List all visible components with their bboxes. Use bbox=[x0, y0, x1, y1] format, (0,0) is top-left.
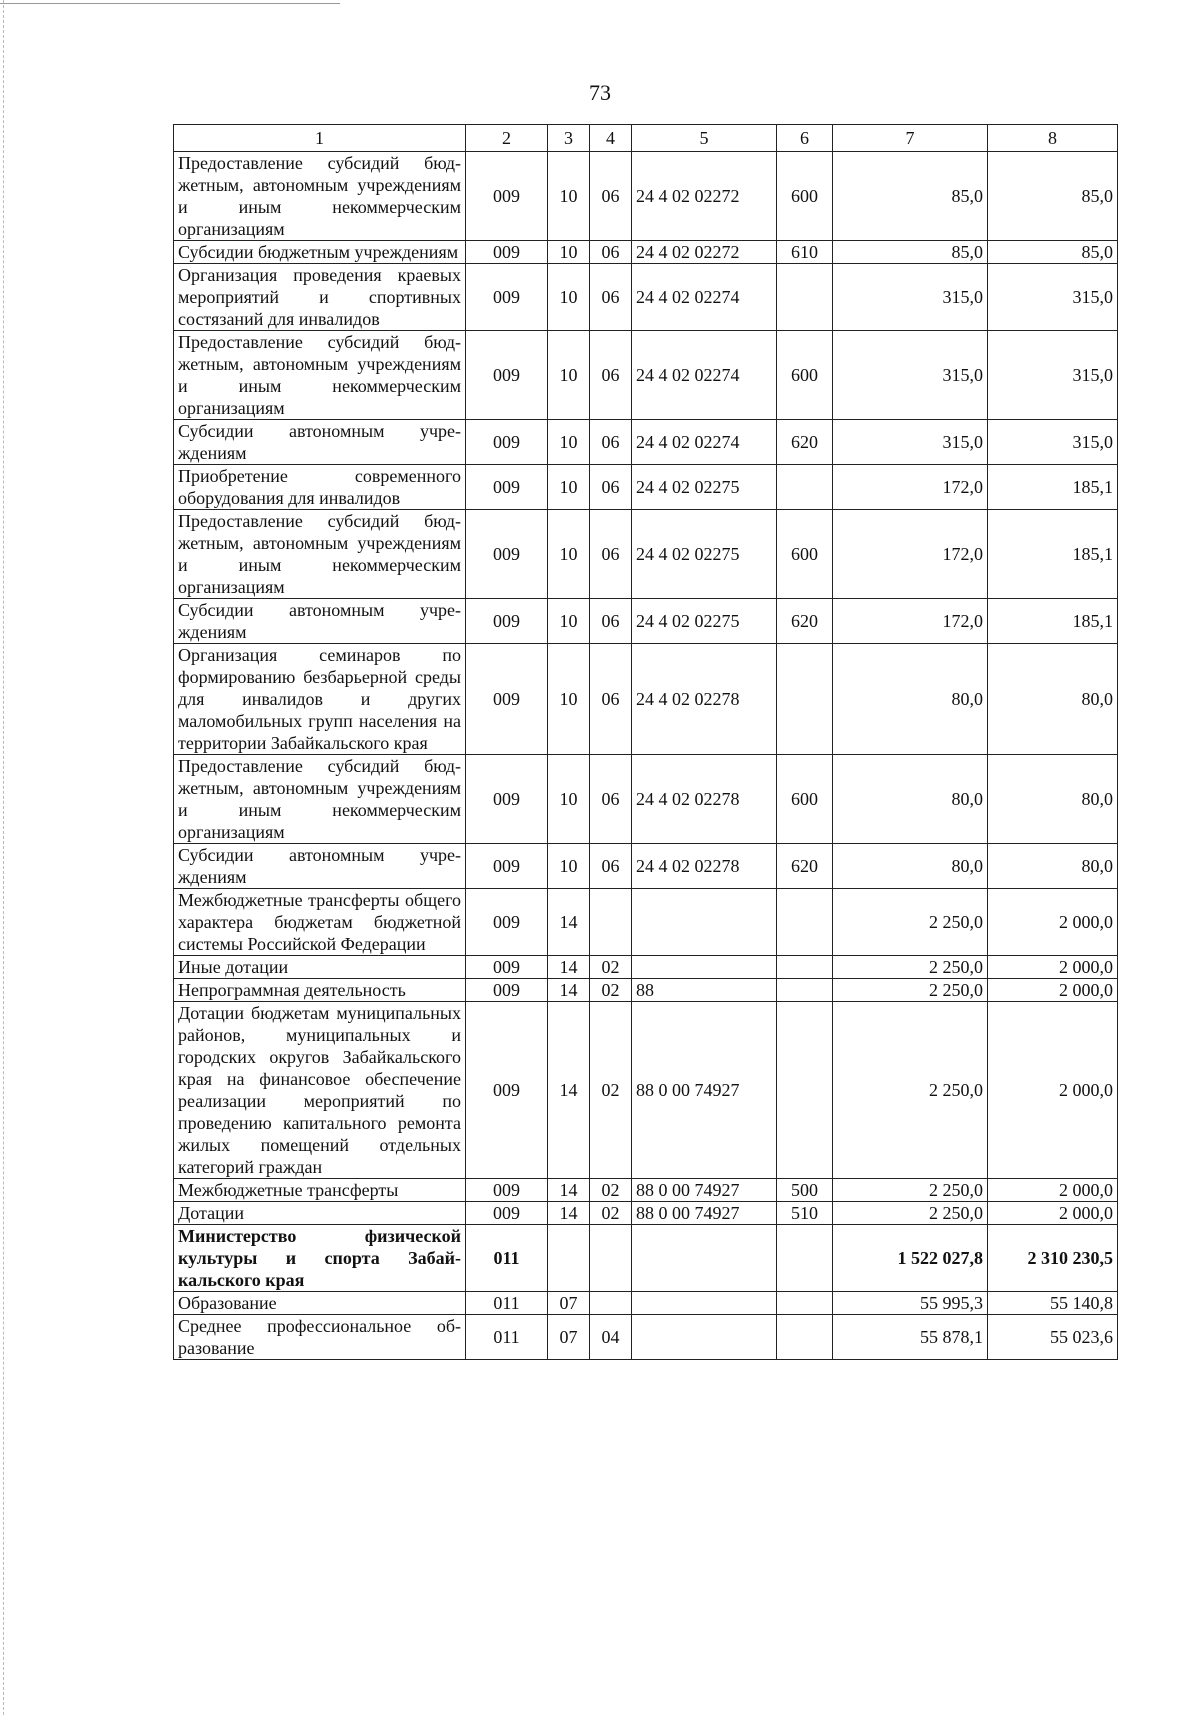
amount-col8-cell: 2 000,0 bbox=[988, 1202, 1118, 1225]
amount-col8-cell: 315,0 bbox=[988, 331, 1118, 420]
page-number: 73 bbox=[589, 80, 611, 105]
target-article-cell bbox=[632, 1225, 777, 1292]
section-cell: 14 bbox=[548, 979, 590, 1002]
subsection-cell: 02 bbox=[590, 979, 632, 1002]
amount-col7-cell: 85,0 bbox=[833, 152, 988, 241]
header-cell: 5 bbox=[632, 125, 777, 152]
table-row bbox=[174, 644, 1118, 755]
amount-col8-cell: 2 000,0 bbox=[988, 889, 1118, 956]
section-cell: 10 bbox=[548, 465, 590, 510]
row-name-cell: Предоставление субсидий бюджетным, автономным учреждениям и иным некоммерческим организациям bbox=[174, 755, 466, 844]
amount-col7-cell: 315,0 bbox=[833, 331, 988, 420]
table-row bbox=[174, 1315, 1118, 1360]
ministry-code-cell: 009 bbox=[466, 844, 548, 889]
amount-col8-cell: 80,0 bbox=[988, 755, 1118, 844]
table-row bbox=[174, 264, 1118, 331]
amount-col8-cell: 55 023,6 bbox=[988, 1315, 1118, 1360]
expense-type-cell: 600 bbox=[777, 755, 833, 844]
section-cell: 10 bbox=[548, 844, 590, 889]
amount-col8-cell: 2 000,0 bbox=[988, 1002, 1118, 1179]
expense-type-cell: 600 bbox=[777, 510, 833, 599]
expense-type-cell: 620 bbox=[777, 844, 833, 889]
section-cell: 14 bbox=[548, 1179, 590, 1202]
subsection-cell: 06 bbox=[590, 241, 632, 264]
header-row bbox=[174, 125, 1118, 152]
ministry-code-cell: 009 bbox=[466, 510, 548, 599]
amount-col7-cell: 1 522 027,8 bbox=[833, 1225, 988, 1292]
section-cell: 14 bbox=[548, 956, 590, 979]
section-cell: 10 bbox=[548, 599, 590, 644]
section-cell: 14 bbox=[548, 1002, 590, 1179]
row-name-cell: Приобретение современного оборудования для инвалидов bbox=[174, 465, 466, 510]
table-row bbox=[174, 510, 1118, 599]
ministry-code-cell: 009 bbox=[466, 264, 548, 331]
amount-col7-cell: 2 250,0 bbox=[833, 889, 988, 956]
expense-type-cell bbox=[777, 264, 833, 331]
table-row bbox=[174, 1002, 1118, 1179]
target-article-cell bbox=[632, 1315, 777, 1360]
subsection-cell: 02 bbox=[590, 1202, 632, 1225]
table-row bbox=[174, 1202, 1118, 1225]
row-name-cell: Образование bbox=[174, 1292, 466, 1315]
table-row bbox=[174, 956, 1118, 979]
subsection-cell: 06 bbox=[590, 465, 632, 510]
subsection-cell: 02 bbox=[590, 1002, 632, 1179]
ministry-code-cell: 009 bbox=[466, 599, 548, 644]
row-name-cell: Министерство физической культуры и спорта Забайкальского края bbox=[174, 1225, 466, 1292]
amount-col8-cell: 315,0 bbox=[988, 264, 1118, 331]
section-cell: 14 bbox=[548, 1202, 590, 1225]
target-article-cell: 24 4 02 02278 bbox=[632, 844, 777, 889]
subsection-cell: 02 bbox=[590, 1179, 632, 1202]
target-article-cell: 24 4 02 02278 bbox=[632, 644, 777, 755]
row-name-cell: Межбюджетные трансферты общего характера бюджетам бюджетной системы Российской Федерации bbox=[174, 889, 466, 956]
ministry-code-cell: 009 bbox=[466, 465, 548, 510]
subsection-cell: 06 bbox=[590, 844, 632, 889]
ministry-code-cell: 009 bbox=[466, 420, 548, 465]
section-cell: 10 bbox=[548, 510, 590, 599]
section-cell: 10 bbox=[548, 420, 590, 465]
table-row bbox=[174, 1179, 1118, 1202]
amount-col7-cell: 2 250,0 bbox=[833, 956, 988, 979]
target-article-cell: 24 4 02 02278 bbox=[632, 755, 777, 844]
section-cell: 10 bbox=[548, 264, 590, 331]
table-row bbox=[174, 152, 1118, 241]
amount-col8-cell: 55 140,8 bbox=[988, 1292, 1118, 1315]
subsection-cell: 06 bbox=[590, 510, 632, 599]
amount-col8-cell: 85,0 bbox=[988, 241, 1118, 264]
ministry-code-cell: 009 bbox=[466, 755, 548, 844]
amount-col8-cell: 2 000,0 bbox=[988, 1179, 1118, 1202]
row-name-cell: Предоставление субсидий бюджетным, автономным учреждениям и иным некоммерческим организациям bbox=[174, 510, 466, 599]
target-article-cell: 24 4 02 02274 bbox=[632, 420, 777, 465]
amount-col7-cell: 85,0 bbox=[833, 241, 988, 264]
table-row bbox=[174, 420, 1118, 465]
row-name-cell: Субсидии автономным учреждениям bbox=[174, 599, 466, 644]
expense-type-cell: 620 bbox=[777, 420, 833, 465]
scan-edge-top bbox=[0, 3, 340, 5]
table-row bbox=[174, 465, 1118, 510]
target-article-cell bbox=[632, 1292, 777, 1315]
section-cell: 10 bbox=[548, 755, 590, 844]
subsection-cell: 06 bbox=[590, 644, 632, 755]
section-cell: 10 bbox=[548, 152, 590, 241]
amount-col7-cell: 55 995,3 bbox=[833, 1292, 988, 1315]
table-row bbox=[174, 599, 1118, 644]
row-name-cell: Дотации bbox=[174, 1202, 466, 1225]
row-name-cell: Субсидии бюджетным учреждениям bbox=[174, 241, 466, 264]
scan-edge-left bbox=[3, 0, 5, 1715]
header-cell: 4 bbox=[590, 125, 632, 152]
amount-col7-cell: 2 250,0 bbox=[833, 1179, 988, 1202]
section-cell: 10 bbox=[548, 644, 590, 755]
subsection-cell bbox=[590, 1292, 632, 1315]
subsection-cell: 06 bbox=[590, 152, 632, 241]
subsection-cell: 06 bbox=[590, 420, 632, 465]
table-body bbox=[174, 152, 1118, 1360]
section-cell: 14 bbox=[548, 889, 590, 956]
expense-type-cell: 600 bbox=[777, 331, 833, 420]
expense-type-cell bbox=[777, 956, 833, 979]
ministry-code-cell: 011 bbox=[466, 1225, 548, 1292]
ministry-code-cell: 009 bbox=[466, 331, 548, 420]
target-article-cell: 24 4 02 02275 bbox=[632, 465, 777, 510]
target-article-cell: 88 0 00 74927 bbox=[632, 1179, 777, 1202]
section-cell: 07 bbox=[548, 1292, 590, 1315]
expense-type-cell bbox=[777, 1225, 833, 1292]
subsection-cell: 06 bbox=[590, 599, 632, 644]
amount-col7-cell: 2 250,0 bbox=[833, 1202, 988, 1225]
expense-type-cell bbox=[777, 644, 833, 755]
row-name-cell: Среднее профессиональное образование bbox=[174, 1315, 466, 1360]
table-row bbox=[174, 889, 1118, 956]
target-article-cell: 88 bbox=[632, 979, 777, 1002]
row-name-cell: Межбюджетные трансферты bbox=[174, 1179, 466, 1202]
target-article-cell: 24 4 02 02272 bbox=[632, 152, 777, 241]
subsection-cell: 06 bbox=[590, 264, 632, 331]
amount-col7-cell: 315,0 bbox=[833, 420, 988, 465]
ministry-code-cell: 011 bbox=[466, 1315, 548, 1360]
subsection-cell bbox=[590, 1225, 632, 1292]
expense-type-cell bbox=[777, 1292, 833, 1315]
amount-col8-cell: 2 310 230,5 bbox=[988, 1225, 1118, 1292]
amount-col7-cell: 172,0 bbox=[833, 599, 988, 644]
amount-col8-cell: 80,0 bbox=[988, 644, 1118, 755]
target-article-cell: 24 4 02 02274 bbox=[632, 264, 777, 331]
subsection-cell: 02 bbox=[590, 956, 632, 979]
target-article-cell bbox=[632, 889, 777, 956]
table-row bbox=[174, 331, 1118, 420]
ministry-code-cell: 009 bbox=[466, 979, 548, 1002]
expense-type-cell bbox=[777, 889, 833, 956]
header-cell: 2 bbox=[466, 125, 548, 152]
amount-col8-cell: 2 000,0 bbox=[988, 979, 1118, 1002]
ministry-code-cell: 009 bbox=[466, 241, 548, 264]
ministry-code-cell: 009 bbox=[466, 956, 548, 979]
row-name-cell: Дотации бюджетам муниципальных районов, муниципальных и городских округов Забайкальского края на финансовое обеспечение реализации мероприятий по проведению капитального ремонта жилых помещений отдельных категорий граждан bbox=[174, 1002, 466, 1179]
amount-col8-cell: 185,1 bbox=[988, 465, 1118, 510]
section-cell: 10 bbox=[548, 331, 590, 420]
header-cell: 3 bbox=[548, 125, 590, 152]
amount-col8-cell: 85,0 bbox=[988, 152, 1118, 241]
header-cell: 8 bbox=[988, 125, 1118, 152]
table-row bbox=[174, 241, 1118, 264]
budget-table bbox=[173, 124, 1118, 1360]
row-name-cell: Предоставление субсидий бюджетным, автономным учреждениям и иным некоммерческим организациям bbox=[174, 331, 466, 420]
row-name-cell: Непрограммная деятельность bbox=[174, 979, 466, 1002]
amount-col7-cell: 55 878,1 bbox=[833, 1315, 988, 1360]
table-row bbox=[174, 1292, 1118, 1315]
amount-col7-cell: 2 250,0 bbox=[833, 979, 988, 1002]
table-row bbox=[174, 755, 1118, 844]
table-row bbox=[174, 979, 1118, 1002]
section-cell: 07 bbox=[548, 1315, 590, 1360]
expense-type-cell bbox=[777, 1002, 833, 1179]
ministry-code-cell: 009 bbox=[466, 1002, 548, 1179]
expense-type-cell bbox=[777, 1315, 833, 1360]
expense-type-cell: 620 bbox=[777, 599, 833, 644]
target-article-cell: 24 4 02 02272 bbox=[632, 241, 777, 264]
table-row bbox=[174, 1225, 1118, 1292]
row-name-cell: Организация семинаров по формированию безбарьерной среды для инвалидов и других маломобильных групп населения на территории Забайкальского края bbox=[174, 644, 466, 755]
ministry-code-cell: 011 bbox=[466, 1292, 548, 1315]
amount-col7-cell: 172,0 bbox=[833, 510, 988, 599]
header-cell: 1 bbox=[174, 125, 466, 152]
ministry-code-cell: 009 bbox=[466, 1179, 548, 1202]
row-name-cell: Предоставление субсидий бюджетным, автономным учреждениям и иным некоммерческим организациям bbox=[174, 152, 466, 241]
amount-col7-cell: 80,0 bbox=[833, 644, 988, 755]
expense-type-cell: 600 bbox=[777, 152, 833, 241]
amount-col7-cell: 80,0 bbox=[833, 755, 988, 844]
subsection-cell: 04 bbox=[590, 1315, 632, 1360]
amount-col8-cell: 185,1 bbox=[988, 599, 1118, 644]
row-name-cell: Субсидии автономным учреждениям bbox=[174, 420, 466, 465]
ministry-code-cell: 009 bbox=[466, 889, 548, 956]
subsection-cell bbox=[590, 889, 632, 956]
target-article-cell: 24 4 02 02274 bbox=[632, 331, 777, 420]
expense-type-cell: 610 bbox=[777, 241, 833, 264]
amount-col7-cell: 2 250,0 bbox=[833, 1002, 988, 1179]
amount-col8-cell: 2 000,0 bbox=[988, 956, 1118, 979]
section-cell: 10 bbox=[548, 241, 590, 264]
subsection-cell: 06 bbox=[590, 331, 632, 420]
expense-type-cell bbox=[777, 465, 833, 510]
expense-type-cell bbox=[777, 979, 833, 1002]
target-article-cell: 24 4 02 02275 bbox=[632, 510, 777, 599]
section-cell bbox=[548, 1225, 590, 1292]
amount-col8-cell: 315,0 bbox=[988, 420, 1118, 465]
ministry-code-cell: 009 bbox=[466, 644, 548, 755]
row-name-cell: Иные дотации bbox=[174, 956, 466, 979]
target-article-cell: 88 0 00 74927 bbox=[632, 1002, 777, 1179]
ministry-code-cell: 009 bbox=[466, 152, 548, 241]
subsection-cell: 06 bbox=[590, 755, 632, 844]
header-cell: 7 bbox=[833, 125, 988, 152]
amount-col7-cell: 172,0 bbox=[833, 465, 988, 510]
amount-col8-cell: 185,1 bbox=[988, 510, 1118, 599]
target-article-cell bbox=[632, 956, 777, 979]
header-cell: 6 bbox=[777, 125, 833, 152]
table-row bbox=[174, 844, 1118, 889]
row-name-cell: Организация проведения краевых мероприятий и спортивных состязаний для инвалидов bbox=[174, 264, 466, 331]
target-article-cell: 24 4 02 02275 bbox=[632, 599, 777, 644]
amount-col7-cell: 315,0 bbox=[833, 264, 988, 331]
amount-col7-cell: 80,0 bbox=[833, 844, 988, 889]
expense-type-cell: 500 bbox=[777, 1179, 833, 1202]
row-name-cell: Субсидии автономным учреждениям bbox=[174, 844, 466, 889]
expense-type-cell: 510 bbox=[777, 1202, 833, 1225]
amount-col8-cell: 80,0 bbox=[988, 844, 1118, 889]
target-article-cell: 88 0 00 74927 bbox=[632, 1202, 777, 1225]
ministry-code-cell: 009 bbox=[466, 1202, 548, 1225]
